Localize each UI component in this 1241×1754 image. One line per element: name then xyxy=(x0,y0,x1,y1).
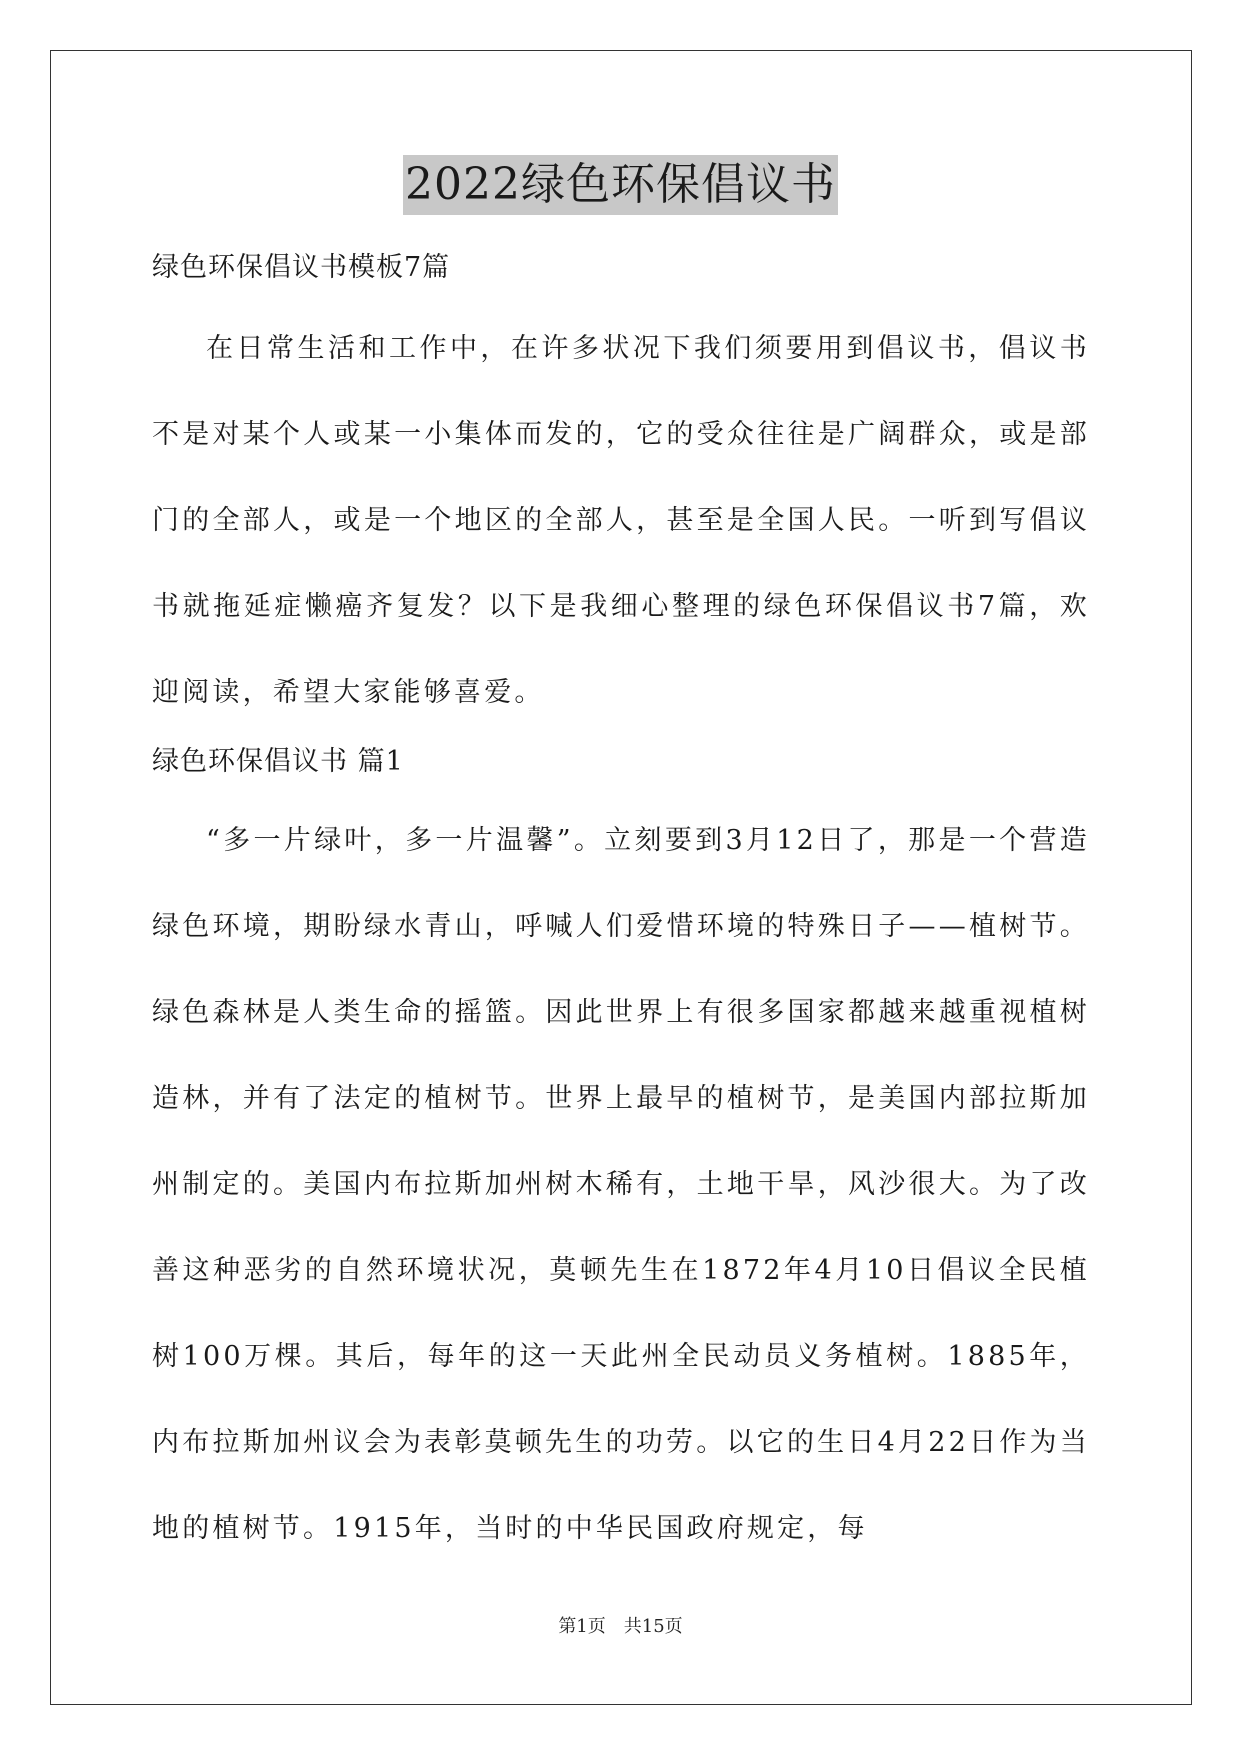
page-total: 共15页 xyxy=(623,1616,683,1637)
title-block xyxy=(0,155,1241,215)
section-heading: 绿色环保倡议书 篇1 xyxy=(152,746,404,777)
page-footer xyxy=(0,1612,1241,1638)
page-number: 第1页 xyxy=(558,1616,606,1637)
document-body xyxy=(152,238,1090,1572)
document-subtitle: 绿色环保倡议书模板7篇 xyxy=(152,252,451,283)
section-paragraph: “多一片绿叶，多一片温馨”。立刻要到3月12日了，那是一个营造绿色环境，期盼绿水青山，呼喊人们爱惜环境的特殊日子——植树节。绿色森林是人类生命的摇篮。因此世界上有很多国家都越来越重视植树造林，并有了法定的植树节。世界上最早的植树节，是美国内部拉斯加州制定的。美国内布拉斯加州树木稀有，土地干旱，风沙很大。为了改善这种恶劣的自然环境状况，莫顿先生在1872年4月10日倡议全民植树100万棵。其后，每年的这一天此州全民动员义务植树。1885年，内布拉斯加州议会为表彰莫顿先生的功劳。以它的生日4月22日作为当地的植树节。1915年，当时的中华民国政府规定，每 xyxy=(152,825,1090,1544)
document-title: 2022绿色环保倡议书 xyxy=(403,155,838,215)
intro-paragraph: 在日常生活和工作中，在许多状况下我们须要用到倡议书，倡议书不是对某个人或某一小集体而发的，它的受众往往是广阔群众，或是部门的全部人，或是一个地区的全部人，甚至是全国人民。一听到写倡议书就拖延症懒癌齐复发？以下是我细心整理的绿色环保倡议书7篇，欢迎阅读，希望大家能够喜爱。 xyxy=(152,333,1090,708)
